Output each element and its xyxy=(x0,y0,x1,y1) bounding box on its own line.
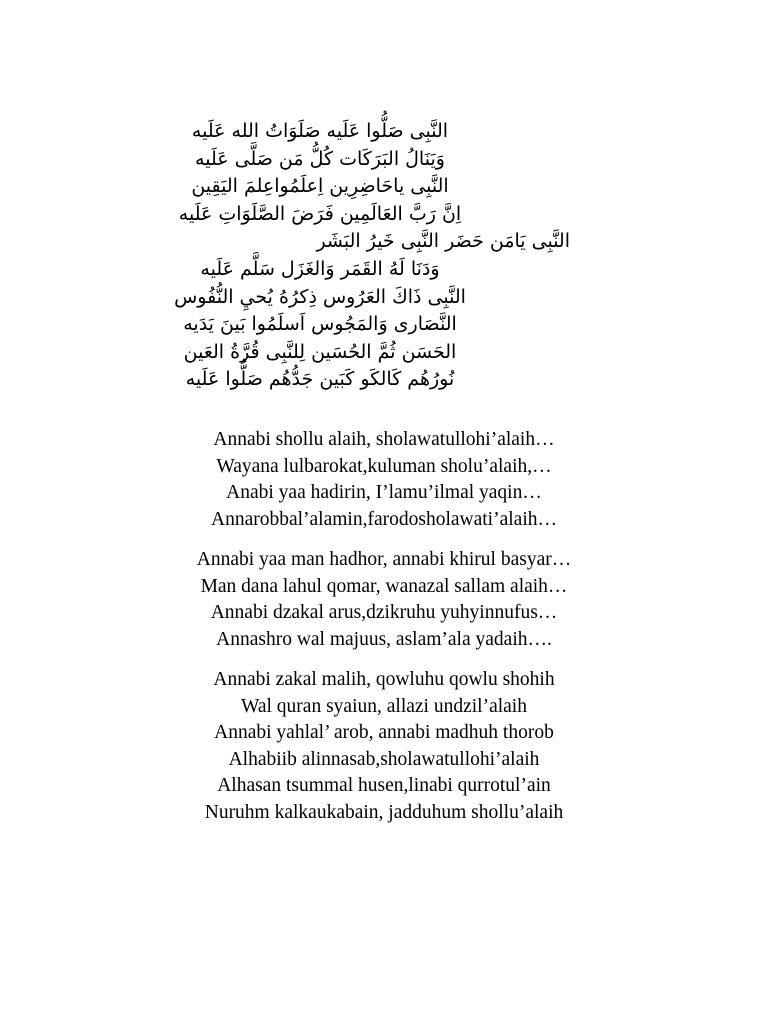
verse-line: Annarobbal’alamin,farodosholawati’alaih… xyxy=(210,508,557,530)
stanza xyxy=(84,547,684,653)
verse-line: Man dana lahul qomar, wanazal sallam alaih… xyxy=(200,575,568,597)
arabic-verse-line: وَدَنَا لَهُ القَمَر وَالغَزَل سَلَّم عَلَيه xyxy=(200,257,440,280)
verse-line: Annabi dzakal arus,dzikruhu yuhyinnufus… xyxy=(210,602,558,623)
transliteration-verses xyxy=(84,427,684,840)
verse-line: Wayana lulbarokat,kuluman sholu’alaih,… xyxy=(216,455,552,477)
arabic-verse-line: الحَسَن ثُمَّ الحُسَين لِلنَّبِى قُرَّةُ العَين xyxy=(183,340,457,363)
arabic-verse-line: النَّصَارى وَالمَجُوس اَسلَمُوا بَينَ يَدَيه xyxy=(183,313,457,336)
verse-line: Alhabiib alinnasab,sholawatullohi’alaih xyxy=(228,748,540,770)
arabic-verses xyxy=(70,118,570,394)
arabic-verse-line: اِنَّ رَبَّ العَالَمِين فَرَضَ الصَّلَوَاتِ عَلَيه xyxy=(178,202,462,225)
arabic-verse-line: النَّبِى ياحَاضِرِين اِعلَمُواعِلمَ اليَقِين xyxy=(191,175,449,198)
arabic-verse-line: نُورُهُم كَالكَو كَبَين جَدُّهُم صَلُّوا عَلَيه xyxy=(185,368,455,391)
verse-line: Nuruhm kalkaukabain, jadduhum shollu’alaih xyxy=(204,801,564,823)
verse-line: Anabi yaa hadirin, I’lamu’ilmal yaqin… xyxy=(226,482,542,503)
verse-line: Wal quran syaiun, allazi undzil’alaih xyxy=(241,695,527,717)
arabic-verse-line: وَيَنَالُ البَرَكَات كُلُّ مَن صَلَّى عَلَيه xyxy=(195,147,445,170)
verse-line: Alhasan tsummal husen,linabi qurrotul’ain xyxy=(217,775,551,796)
verse-line: Annabi yaa man hadhor, annabi khirul basyar… xyxy=(196,549,572,570)
verse-line: Annashro wal majuus, aslam’ala yadaih…. xyxy=(216,628,552,650)
arabic-verse-line: النَّبِى يَامَن حَضَر النَّبِى خَيرُ البَشَر xyxy=(316,230,570,253)
stanza xyxy=(84,667,684,826)
verse-line: Annabi yahlal’ arob, annabi madhuh thorob xyxy=(214,722,554,743)
arabic-verse-line: النَّبِى صَلُّوا عَلَيه صَلَوَاتُ الله عَلَيه xyxy=(191,120,449,142)
verse-line: Annabi shollu alaih, sholawatullohi’alaih… xyxy=(213,429,555,450)
verse-line: Annabi zakal malih, qowluhu qowlu shohih xyxy=(213,669,555,690)
arabic-verse-line: النَّبِى ذَاكَ العَرُوس ذِكرُهُ يُحيِ النُّفُوس xyxy=(174,285,466,308)
stanza xyxy=(84,427,684,533)
